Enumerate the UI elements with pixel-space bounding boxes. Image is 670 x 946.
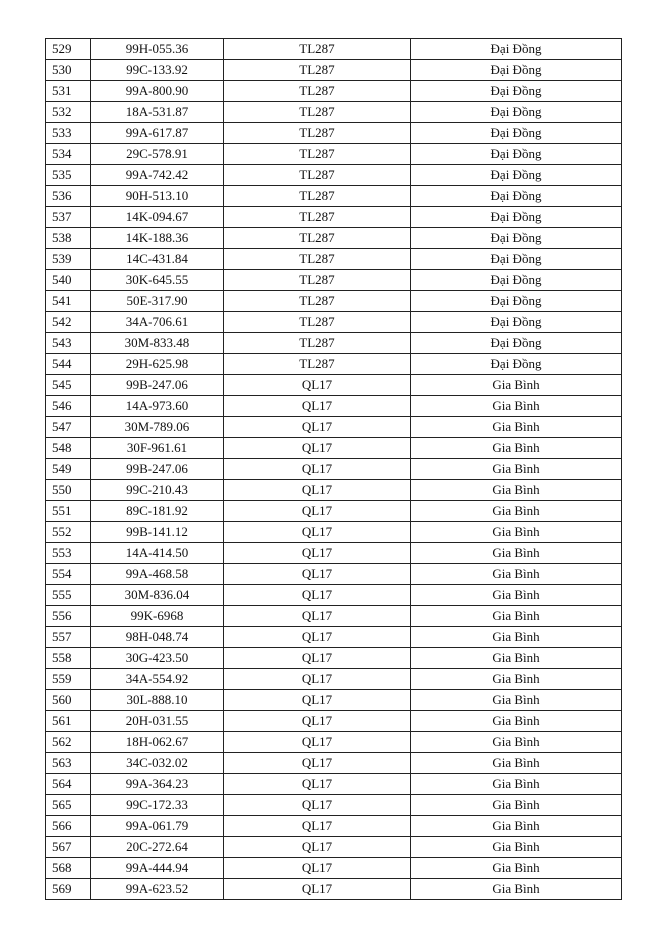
road-cell: TL287 (224, 102, 411, 123)
road-cell: QL17 (224, 459, 411, 480)
row-number-cell: 543 (46, 333, 91, 354)
license-plate-cell: 99A-061.79 (91, 816, 224, 837)
area-cell: Đại Đồng (411, 291, 622, 312)
area-cell: Đại Đồng (411, 228, 622, 249)
area-cell: Gia Bình (411, 417, 622, 438)
road-cell: QL17 (224, 627, 411, 648)
area-cell: Đại Đồng (411, 144, 622, 165)
row-number-cell: 556 (46, 606, 91, 627)
row-number-cell: 541 (46, 291, 91, 312)
table-row (46, 102, 622, 123)
license-plate-cell: 99A-617.87 (91, 123, 224, 144)
road-cell: QL17 (224, 564, 411, 585)
row-number-cell: 534 (46, 144, 91, 165)
row-number-cell: 549 (46, 459, 91, 480)
road-cell: QL17 (224, 795, 411, 816)
table-row (46, 627, 622, 648)
row-number-cell: 563 (46, 753, 91, 774)
area-cell: Gia Bình (411, 690, 622, 711)
road-cell: QL17 (224, 816, 411, 837)
table-row (46, 732, 622, 753)
row-number-cell: 552 (46, 522, 91, 543)
license-plate-cell: 30K-645.55 (91, 270, 224, 291)
license-plate-cell: 99B-247.06 (91, 459, 224, 480)
area-cell: Gia Bình (411, 795, 622, 816)
row-number-cell: 546 (46, 396, 91, 417)
license-plate-cell: 50E-317.90 (91, 291, 224, 312)
table-row (46, 165, 622, 186)
road-cell: TL287 (224, 228, 411, 249)
table-row (46, 333, 622, 354)
table-row (46, 81, 622, 102)
table-row (46, 375, 622, 396)
road-cell: QL17 (224, 543, 411, 564)
row-number-cell: 530 (46, 60, 91, 81)
road-cell: QL17 (224, 606, 411, 627)
area-cell: Gia Bình (411, 564, 622, 585)
area-cell: Gia Bình (411, 606, 622, 627)
table-row (46, 396, 622, 417)
road-cell: QL17 (224, 858, 411, 879)
table-row (46, 39, 622, 60)
license-plate-cell: 14A-973.60 (91, 396, 224, 417)
area-cell: Gia Bình (411, 858, 622, 879)
row-number-cell: 545 (46, 375, 91, 396)
road-cell: QL17 (224, 396, 411, 417)
road-cell: QL17 (224, 732, 411, 753)
row-number-cell: 533 (46, 123, 91, 144)
area-cell: Gia Bình (411, 396, 622, 417)
row-number-cell: 544 (46, 354, 91, 375)
license-plate-cell: 99K-6968 (91, 606, 224, 627)
license-plate-cell: 29H-625.98 (91, 354, 224, 375)
area-cell: Gia Bình (411, 501, 622, 522)
area-cell: Gia Bình (411, 627, 622, 648)
table-row (46, 879, 622, 900)
road-cell: QL17 (224, 480, 411, 501)
area-cell: Gia Bình (411, 438, 622, 459)
road-cell: TL287 (224, 123, 411, 144)
table-row (46, 438, 622, 459)
area-cell: Gia Bình (411, 816, 622, 837)
row-number-cell: 554 (46, 564, 91, 585)
area-cell: Đại Đồng (411, 270, 622, 291)
table-row (46, 816, 622, 837)
row-number-cell: 559 (46, 669, 91, 690)
road-cell: TL287 (224, 39, 411, 60)
license-plate-cell: 99B-247.06 (91, 375, 224, 396)
road-cell: TL287 (224, 144, 411, 165)
area-cell: Đại Đồng (411, 186, 622, 207)
license-plate-cell: 98H-048.74 (91, 627, 224, 648)
license-plate-cell: 34A-706.61 (91, 312, 224, 333)
area-cell: Đại Đồng (411, 60, 622, 81)
road-cell: QL17 (224, 648, 411, 669)
row-number-cell: 531 (46, 81, 91, 102)
area-cell: Đại Đồng (411, 39, 622, 60)
table-row (46, 753, 622, 774)
table-row (46, 837, 622, 858)
table-row (46, 585, 622, 606)
row-number-cell: 553 (46, 543, 91, 564)
row-number-cell: 561 (46, 711, 91, 732)
table-row (46, 291, 622, 312)
table-row (46, 417, 622, 438)
area-cell: Gia Bình (411, 480, 622, 501)
area-cell: Gia Bình (411, 543, 622, 564)
row-number-cell: 547 (46, 417, 91, 438)
road-cell: QL17 (224, 501, 411, 522)
table-row (46, 711, 622, 732)
area-cell: Gia Bình (411, 522, 622, 543)
license-plate-cell: 99C-210.43 (91, 480, 224, 501)
table-row (46, 228, 622, 249)
license-plate-cell: 99H-055.36 (91, 39, 224, 60)
area-cell: Đại Đồng (411, 249, 622, 270)
license-plate-cell: 14A-414.50 (91, 543, 224, 564)
license-plate-cell: 30L-888.10 (91, 690, 224, 711)
row-number-cell: 540 (46, 270, 91, 291)
road-cell: QL17 (224, 585, 411, 606)
table-row (46, 144, 622, 165)
row-number-cell: 566 (46, 816, 91, 837)
violation-table (45, 38, 622, 900)
road-cell: QL17 (224, 711, 411, 732)
area-cell: Đại Đồng (411, 354, 622, 375)
area-cell: Gia Bình (411, 711, 622, 732)
license-plate-cell: 99B-141.12 (91, 522, 224, 543)
road-cell: QL17 (224, 690, 411, 711)
road-cell: TL287 (224, 354, 411, 375)
row-number-cell: 568 (46, 858, 91, 879)
license-plate-cell: 14C-431.84 (91, 249, 224, 270)
road-cell: TL287 (224, 291, 411, 312)
road-cell: TL287 (224, 312, 411, 333)
road-cell: TL287 (224, 270, 411, 291)
road-cell: QL17 (224, 879, 411, 900)
area-cell: Gia Bình (411, 837, 622, 858)
area-cell: Gia Bình (411, 585, 622, 606)
table-row (46, 60, 622, 81)
table-row (46, 669, 622, 690)
area-cell: Gia Bình (411, 879, 622, 900)
road-cell: QL17 (224, 522, 411, 543)
license-plate-cell: 20C-272.64 (91, 837, 224, 858)
table-row (46, 543, 622, 564)
road-cell: QL17 (224, 669, 411, 690)
row-number-cell: 548 (46, 438, 91, 459)
road-cell: QL17 (224, 774, 411, 795)
road-cell: TL287 (224, 186, 411, 207)
table-row (46, 501, 622, 522)
row-number-cell: 535 (46, 165, 91, 186)
license-plate-cell: 34A-554.92 (91, 669, 224, 690)
row-number-cell: 558 (46, 648, 91, 669)
license-plate-cell: 34C-032.02 (91, 753, 224, 774)
table-row (46, 270, 622, 291)
table-row (46, 774, 622, 795)
row-number-cell: 538 (46, 228, 91, 249)
road-cell: TL287 (224, 165, 411, 186)
license-plate-cell: 99A-623.52 (91, 879, 224, 900)
row-number-cell: 560 (46, 690, 91, 711)
road-cell: QL17 (224, 375, 411, 396)
road-cell: QL17 (224, 438, 411, 459)
license-plate-cell: 18A-531.87 (91, 102, 224, 123)
license-plate-cell: 99A-364.23 (91, 774, 224, 795)
row-number-cell: 542 (46, 312, 91, 333)
table-row (46, 459, 622, 480)
table-row (46, 648, 622, 669)
table-row (46, 564, 622, 585)
table-row (46, 795, 622, 816)
road-cell: TL287 (224, 207, 411, 228)
license-plate-cell: 29C-578.91 (91, 144, 224, 165)
license-plate-cell: 99A-468.58 (91, 564, 224, 585)
license-plate-cell: 30M-789.06 (91, 417, 224, 438)
license-plate-cell: 30F-961.61 (91, 438, 224, 459)
table-row (46, 690, 622, 711)
license-plate-cell: 89C-181.92 (91, 501, 224, 522)
row-number-cell: 565 (46, 795, 91, 816)
table-row (46, 480, 622, 501)
area-cell: Gia Bình (411, 774, 622, 795)
license-plate-cell: 99C-133.92 (91, 60, 224, 81)
area-cell: Đại Đồng (411, 81, 622, 102)
license-plate-cell: 30G-423.50 (91, 648, 224, 669)
road-cell: TL287 (224, 60, 411, 81)
table-row (46, 123, 622, 144)
area-cell: Đại Đồng (411, 333, 622, 354)
license-plate-cell: 99A-444.94 (91, 858, 224, 879)
table-row (46, 207, 622, 228)
table-row (46, 249, 622, 270)
row-number-cell: 539 (46, 249, 91, 270)
row-number-cell: 564 (46, 774, 91, 795)
table-row (46, 858, 622, 879)
table-row (46, 186, 622, 207)
area-cell: Đại Đồng (411, 123, 622, 144)
table-row (46, 606, 622, 627)
area-cell: Gia Bình (411, 732, 622, 753)
license-plate-cell: 99A-742.42 (91, 165, 224, 186)
area-cell: Đại Đồng (411, 165, 622, 186)
road-cell: QL17 (224, 753, 411, 774)
road-cell: QL17 (224, 417, 411, 438)
row-number-cell: 557 (46, 627, 91, 648)
area-cell: Gia Bình (411, 753, 622, 774)
license-plate-cell: 30M-833.48 (91, 333, 224, 354)
table-row (46, 312, 622, 333)
area-cell: Gia Bình (411, 648, 622, 669)
road-cell: QL17 (224, 837, 411, 858)
row-number-cell: 537 (46, 207, 91, 228)
license-plate-cell: 18H-062.67 (91, 732, 224, 753)
row-number-cell: 555 (46, 585, 91, 606)
row-number-cell: 562 (46, 732, 91, 753)
table-row (46, 354, 622, 375)
row-number-cell: 536 (46, 186, 91, 207)
area-cell: Gia Bình (411, 375, 622, 396)
license-plate-cell: 99C-172.33 (91, 795, 224, 816)
road-cell: TL287 (224, 81, 411, 102)
license-plate-cell: 90H-513.10 (91, 186, 224, 207)
license-plate-cell: 99A-800.90 (91, 81, 224, 102)
area-cell: Đại Đồng (411, 312, 622, 333)
row-number-cell: 529 (46, 39, 91, 60)
table-row (46, 522, 622, 543)
license-plate-cell: 20H-031.55 (91, 711, 224, 732)
license-plate-cell: 14K-094.67 (91, 207, 224, 228)
license-plate-cell: 30M-836.04 (91, 585, 224, 606)
row-number-cell: 532 (46, 102, 91, 123)
area-cell: Đại Đồng (411, 207, 622, 228)
table-body (46, 39, 622, 900)
row-number-cell: 551 (46, 501, 91, 522)
row-number-cell: 569 (46, 879, 91, 900)
area-cell: Đại Đồng (411, 102, 622, 123)
area-cell: Gia Bình (411, 669, 622, 690)
road-cell: TL287 (224, 249, 411, 270)
row-number-cell: 550 (46, 480, 91, 501)
row-number-cell: 567 (46, 837, 91, 858)
area-cell: Gia Bình (411, 459, 622, 480)
license-plate-cell: 14K-188.36 (91, 228, 224, 249)
road-cell: TL287 (224, 333, 411, 354)
